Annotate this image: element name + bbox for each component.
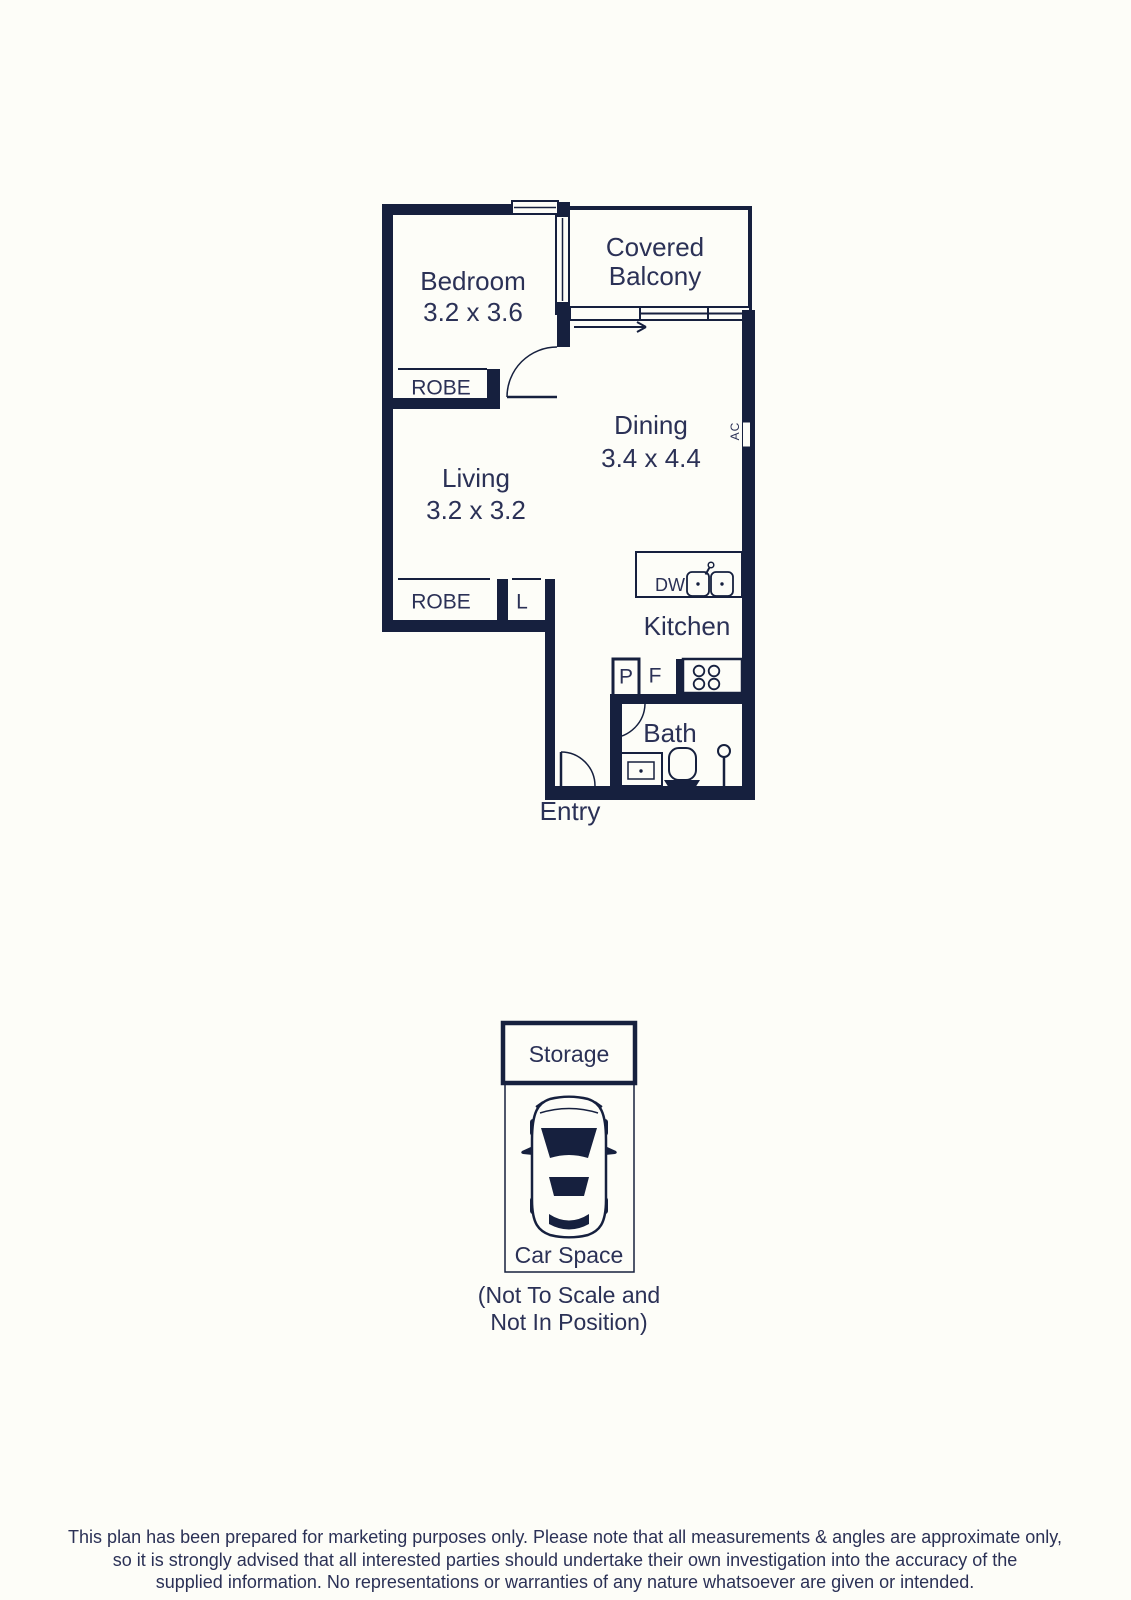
cooktop-icon [676,659,742,694]
dining-label: Dining [614,410,688,440]
fridge-label: F [648,664,662,688]
robe2-label: ROBE [411,590,471,614]
balcony-sliding-door [570,307,750,332]
bedroom-label: Bedroom [420,266,526,296]
kitchen-label: Kitchen [643,611,731,641]
living-label: Living [442,463,510,493]
bath-label: Bath [643,718,697,748]
bedroom-top-window [512,201,558,214]
pantry-label: P [618,665,634,689]
linen-label: L [516,590,528,614]
bedroom-door [507,347,557,397]
vanity-icon [620,753,662,786]
parking-section [478,1023,660,1335]
entry-label: Entry [539,796,601,826]
disclaimer [68,1527,1062,1592]
storage-label: Storage [528,1041,610,1067]
car-space-label: Car Space [514,1242,624,1268]
disclaimer-line1: This plan has been prepared for marketing purposes only. Please note that all measurements & angles are approximate only, [68,1527,1062,1547]
kitchen-bench [636,552,742,597]
scale-note-line1: (Not To Scale and [477,1282,661,1308]
disclaimer-line2: so it is strongly advised that all interested parties should undertake their own investigation into the accuracy of the [112,1550,1018,1570]
disclaimer-line3: supplied information. No representations or warranties of any nature whatsoever are given or intended. [155,1572,975,1592]
robe1-label: ROBE [411,376,471,400]
living-dimensions: 3.2 x 3.2 [426,495,526,525]
bedroom-side-window [556,216,569,303]
dining-dimensions: 3.4 x 4.4 [601,443,701,473]
bedroom-dimensions: 3.2 x 3.6 [423,297,523,327]
ac-label: AC [728,421,742,441]
slide-direction-arrow [574,322,646,332]
scale-note-line2: Not In Position) [490,1309,648,1335]
entry-door [561,752,595,786]
ac-unit [743,422,751,447]
toilet-icon [664,748,700,788]
car-top-view-icon [521,1097,617,1238]
balcony-label-line2: Balcony [608,261,702,291]
balcony-label-line1: Covered [605,232,705,262]
shower-icon [718,745,730,786]
dishwasher-label: DW [655,575,685,595]
